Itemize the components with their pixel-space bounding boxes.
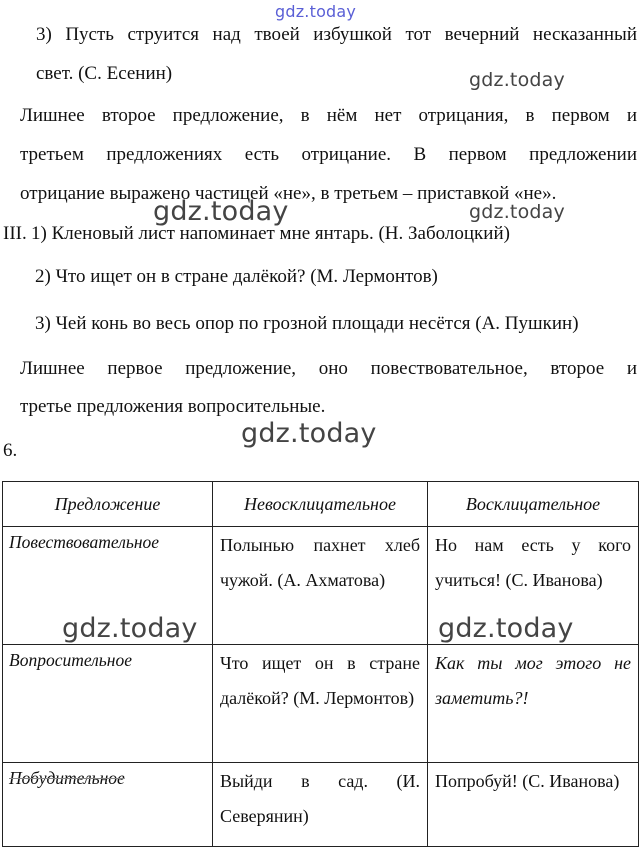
watermark: gdz.today [438,613,574,644]
sentence-types-table [2,481,639,847]
row-type-interrogative: Вопросительное [3,645,213,763]
item-3-line-2: свет. (С. Есенин) [36,63,173,84]
watermark: gdz.today [241,418,377,449]
table-row [3,763,639,847]
section-three-explanation-2: третье предложения вопросительные. [20,396,326,417]
cell-exclamatory: Попробуй! (С. Иванова) [428,763,639,847]
explanation-line-3: отрицание выражено частицей «не», в третьем – приставкой «не». [20,183,557,204]
watermark: gdz.today [469,201,565,223]
section-label: III. [3,223,27,244]
header-sentence: Предложение [3,482,213,527]
watermark: gdz.today [62,613,198,644]
header-non-exclamatory: Невосклицательное [213,482,428,527]
row-type-declarative: Повествовательное [3,527,213,645]
watermark: gdz.today [469,69,565,91]
cell-non-exclamatory: Выйди в сад. (И. Северянин) [213,763,428,847]
cell-exclamatory: Но нам есть у кого учиться! (С. Иванова) [428,527,639,645]
table-header-row [3,482,639,527]
cell-non-exclamatory: Полынью пахнет хлеб чужой. (А. Ахматова) [213,527,428,645]
header-exclamatory: Восклицательное [428,482,639,527]
section-three-item-2: 2) Что ищет он в стране далёкой? (М. Лермонтов) [35,266,438,287]
section-three-item-3: 3) Чей конь во весь опор по грозной площади несётся (А. Пушкин) [35,313,579,334]
table-row [3,645,639,763]
section-three-item-1: 1) Кленовый лист напоминает мне янтарь. (Н. Заболоцкий) [31,223,510,244]
watermark: gdz.today [153,196,289,227]
exercise-number: 6. [3,440,18,461]
cell-exclamatory: Как ты мог этого не заметить?! [428,645,639,763]
explanation-line-2: третьем предложениях есть отрицание. В первом предложении [20,144,637,165]
item-3-line-1: 3) Пусть струится над твоей избушкой тот вечерний несказанный [36,24,637,45]
watermark-top: gdz.today [275,2,357,21]
explanation-line-1: Лишнее второе предложение, в нём нет отрицания, в первом и [20,105,637,126]
section-three-explanation-1: Лишнее первое предложение, оно повествовательное, второе и [20,358,637,379]
row-type-imperative: Побудительное [3,763,213,847]
cell-non-exclamatory: Что ищет он в стране далёкой? (М. Лермонтов) [213,645,428,763]
